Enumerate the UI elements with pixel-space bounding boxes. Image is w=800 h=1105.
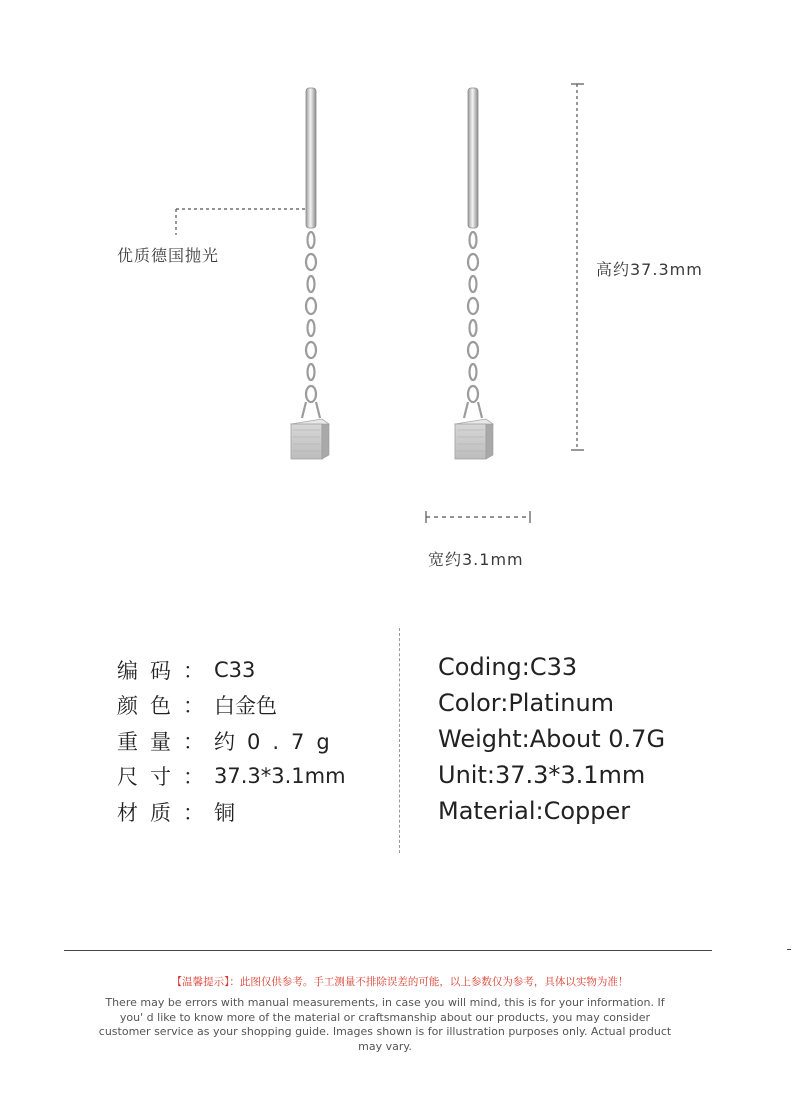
spec-colon: ： — [183, 694, 204, 719]
width-annotation: 宽约3.1mm — [428, 550, 524, 569]
spec-value: 37.3*3.1mm — [214, 764, 346, 789]
spec-row-code — [117, 652, 346, 688]
spec-row-color — [117, 688, 346, 724]
spec-value: 铜 — [214, 800, 235, 825]
polish-pointer — [176, 209, 306, 235]
notice-chinese: 【温馨提示】：此图仅供参考。手工测量不排除误差的可能，以上参数仅为参考，具体以实物为准！ — [171, 976, 629, 988]
earring-left-icon — [291, 88, 329, 459]
earring-right-icon — [455, 88, 493, 459]
notice-english: There may be errors with manual measurements, in case you will mind, this is for your information. If you' d like to know more of the material or craftsmanship about our products, you may consider customer service as your shopping guide. Images shown is for illustration purposes only. Actual product may vary. — [98, 996, 672, 1053]
spec-value: 白金色 — [214, 694, 277, 719]
width-dimension-line — [426, 511, 530, 523]
footer-divider-tick — [787, 949, 791, 950]
spec-row-material — [117, 794, 346, 830]
polish-annotation: 优质德国抛光 — [117, 246, 220, 265]
spec-en-material: Material:Copper — [438, 797, 631, 825]
spec-label: 尺寸 — [117, 765, 183, 790]
spec-colon: ： — [183, 729, 204, 754]
footer-divider — [64, 950, 712, 951]
spec-row-weight — [117, 723, 346, 759]
spec-en-coding: Coding:C33 — [438, 653, 578, 681]
spec-value: 约0.7g — [214, 729, 342, 754]
spec-en-color: Color:Platinum — [438, 689, 615, 717]
height-dimension-line — [571, 84, 584, 450]
spec-label: 重量 — [117, 729, 183, 754]
specs-divider — [399, 628, 400, 853]
spec-row-size — [117, 759, 346, 795]
spec-colon: ： — [183, 800, 204, 825]
specs-chinese — [117, 652, 346, 830]
spec-label: 颜色 — [117, 694, 183, 719]
spec-colon: ： — [183, 765, 204, 790]
spec-en-unit: Unit:37.3*3.1mm — [438, 761, 646, 789]
spec-en-weight: Weight:About 0.7G — [438, 725, 666, 753]
specs-english — [438, 649, 665, 829]
spec-label: 编码 — [117, 658, 183, 683]
spec-value: C33 — [214, 657, 256, 682]
height-annotation: 高约37.3mm — [596, 260, 703, 279]
spec-colon: ： — [183, 658, 204, 683]
spec-label: 材质 — [117, 800, 183, 825]
